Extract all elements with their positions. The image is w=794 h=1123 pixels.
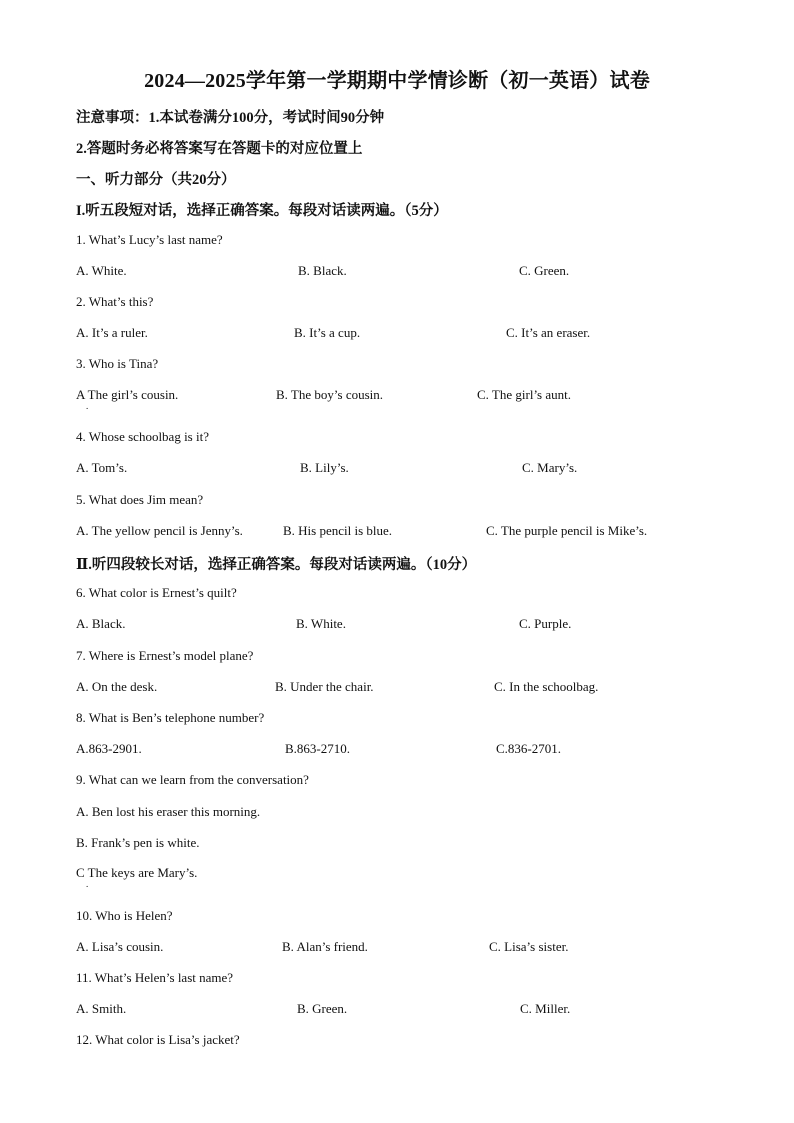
question-4: 4. Whose schoolbag is it?	[76, 429, 209, 444]
page-title: 2024—2025学年第一学期期中学情诊断（初一英语）试卷	[144, 70, 650, 92]
q7-option-a: A. On the desk.	[76, 679, 158, 694]
question-10: 10. Who is Helen?	[76, 908, 173, 923]
q11-option-c: C. Miller.	[520, 1001, 571, 1016]
q5-option-a: A. The yellow pencil is Jenny’s.	[76, 523, 243, 538]
q10-option-a: A. Lisa’s cousin.	[76, 939, 164, 954]
q11-option-a: A. Smith.	[76, 1001, 127, 1016]
q8-option-c: C.836-2701.	[496, 741, 561, 756]
q4-option-b: B. Lily’s.	[300, 460, 349, 475]
notes-line-1: 注意事项：1.本试卷满分100分，考试时间90分钟	[76, 110, 385, 126]
q1-option-b: B. Black.	[298, 263, 347, 278]
q1-option-c: C. Green.	[519, 263, 570, 278]
q4-option-a: A. Tom’s.	[76, 460, 128, 475]
q3-option-a: A The girl’s cousin.	[76, 387, 179, 402]
question-6: 6. What color is Ernest’s quilt?	[76, 585, 237, 600]
notes-line-2: 2.答题时务必将答案写在答题卡的对应位置上	[76, 141, 363, 157]
q4-option-c: C. Mary’s.	[522, 460, 578, 475]
q9-option-c: C The keys are Mary’s.	[76, 865, 198, 880]
q8-option-b: B.863-2710.	[285, 741, 350, 756]
q9-option-a: A. Ben lost his eraser this morning.	[76, 804, 261, 819]
q5-option-c: C. The purple pencil is Mike’s.	[486, 523, 648, 538]
question-3: 3. Who is Tina?	[76, 356, 159, 371]
q1-option-a: A. White.	[76, 263, 127, 278]
question-9: 9. What can we learn from the conversation?	[76, 772, 309, 787]
question-11: 11. What’s Helen’s last name?	[76, 970, 234, 985]
question-5: 5. What does Jim mean?	[76, 492, 204, 507]
q6-option-c: C. Purple.	[519, 616, 572, 631]
q11-option-b: B. Green.	[297, 1001, 348, 1016]
question-1: 1. What’s Lucy’s last name?	[76, 232, 223, 247]
q3-option-c: C. The girl’s aunt.	[477, 387, 572, 402]
stray-dot-mark: .	[86, 401, 89, 411]
section1-heading: I.听五段短对话，选择正确答案。每段对话读两遍。（5分）	[76, 203, 448, 219]
question-12: 12. What color is Lisa’s jacket?	[76, 1032, 240, 1047]
q2-option-c: C. It’s an eraser.	[506, 325, 591, 340]
q7-option-b: B. Under the chair.	[275, 679, 374, 694]
q5-option-b: B. His pencil is blue.	[283, 523, 393, 538]
q9-option-b: B. Frank’s pen is white.	[76, 835, 200, 850]
question-7: 7. Where is Ernest’s model plane?	[76, 648, 254, 663]
q7-option-c: C. In the schoolbag.	[494, 679, 599, 694]
q2-option-a: A. It’s a ruler.	[76, 325, 148, 340]
q2-option-b: B. It’s a cup.	[294, 325, 361, 340]
q8-option-a: A.863-2901.	[76, 741, 142, 756]
stray-dot-mark: .	[86, 879, 89, 889]
question-8: 8. What is Ben’s telephone number?	[76, 710, 265, 725]
q6-option-b: B. White.	[296, 616, 346, 631]
q10-option-b: B. Alan’s friend.	[282, 939, 368, 954]
q10-option-c: C. Lisa’s sister.	[489, 939, 569, 954]
q3-option-b: B. The boy’s cousin.	[276, 387, 384, 402]
question-2: 2. What’s this?	[76, 294, 154, 309]
part1-heading: 一、听力部分（共20分）	[76, 172, 236, 188]
section2-heading: Ⅱ.听四段较长对话，选择正确答案。每段对话读两遍。（10分）	[76, 557, 477, 573]
q6-option-a: A. Black.	[76, 616, 126, 631]
